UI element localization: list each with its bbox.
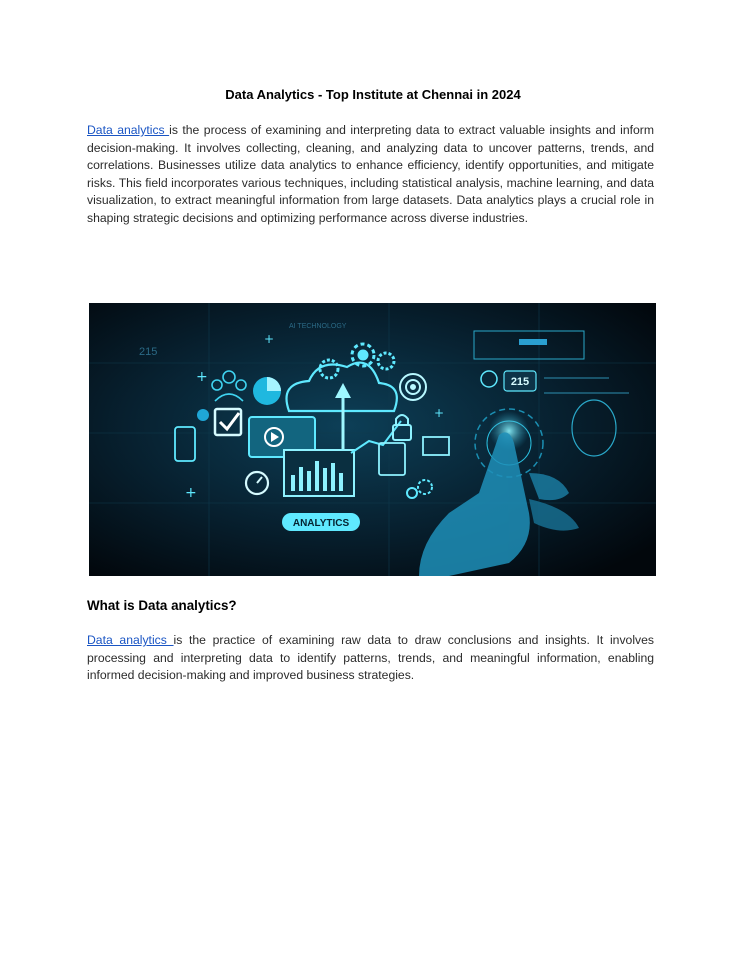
right-number: 215 bbox=[510, 376, 530, 388]
analytics-hero-image bbox=[89, 303, 656, 576]
tech-label: AI TECHNOLOGY bbox=[289, 323, 347, 330]
section-paragraph bbox=[87, 632, 654, 685]
svg-text:+: + bbox=[264, 332, 275, 346]
analytics-badge: ANALYTICS bbox=[292, 518, 350, 529]
svg-text:+: + bbox=[185, 485, 197, 501]
svg-text:+: + bbox=[196, 369, 208, 385]
intro-text: is the process of examining and interpreting data to extract valuable insights and inform decision-making. It involves collecting, cleaning, and analyzing data to uncover patterns, trends, and correlations. Businesses utilize data analytics to enhance efficiency, identify opportunities, and mitigate risks. This field incorporates various techniques, including statistical analysis, machine learning, and data visualization, to extract meaningful information from large datasets. Data analytics plays a crucial role in shaping strategic decisions and optimizing performance across diverse industries. bbox=[87, 123, 655, 225]
data-analytics-link-2[interactable]: Data analytics bbox=[87, 633, 174, 647]
puzzle-icon bbox=[197, 409, 209, 421]
section-heading: What is Data analytics? bbox=[87, 598, 237, 613]
bar-chart-icon bbox=[284, 450, 354, 496]
svg-text:+: + bbox=[434, 406, 445, 420]
left-number: 215 bbox=[139, 346, 158, 358]
section-text: is the practice of examining raw data to draw conclusions and insights. It involves processing and interpreting data to identify patterns, trends, and meaningful information, enabling informed decision-making and improved business strategies. bbox=[87, 633, 654, 683]
page-title: Data Analytics - Top Institute at Chennai in 2024 bbox=[225, 87, 521, 102]
data-analytics-link[interactable]: Data analytics bbox=[87, 123, 170, 137]
pie-chart-icon bbox=[253, 377, 281, 405]
intro-paragraph bbox=[87, 122, 654, 228]
